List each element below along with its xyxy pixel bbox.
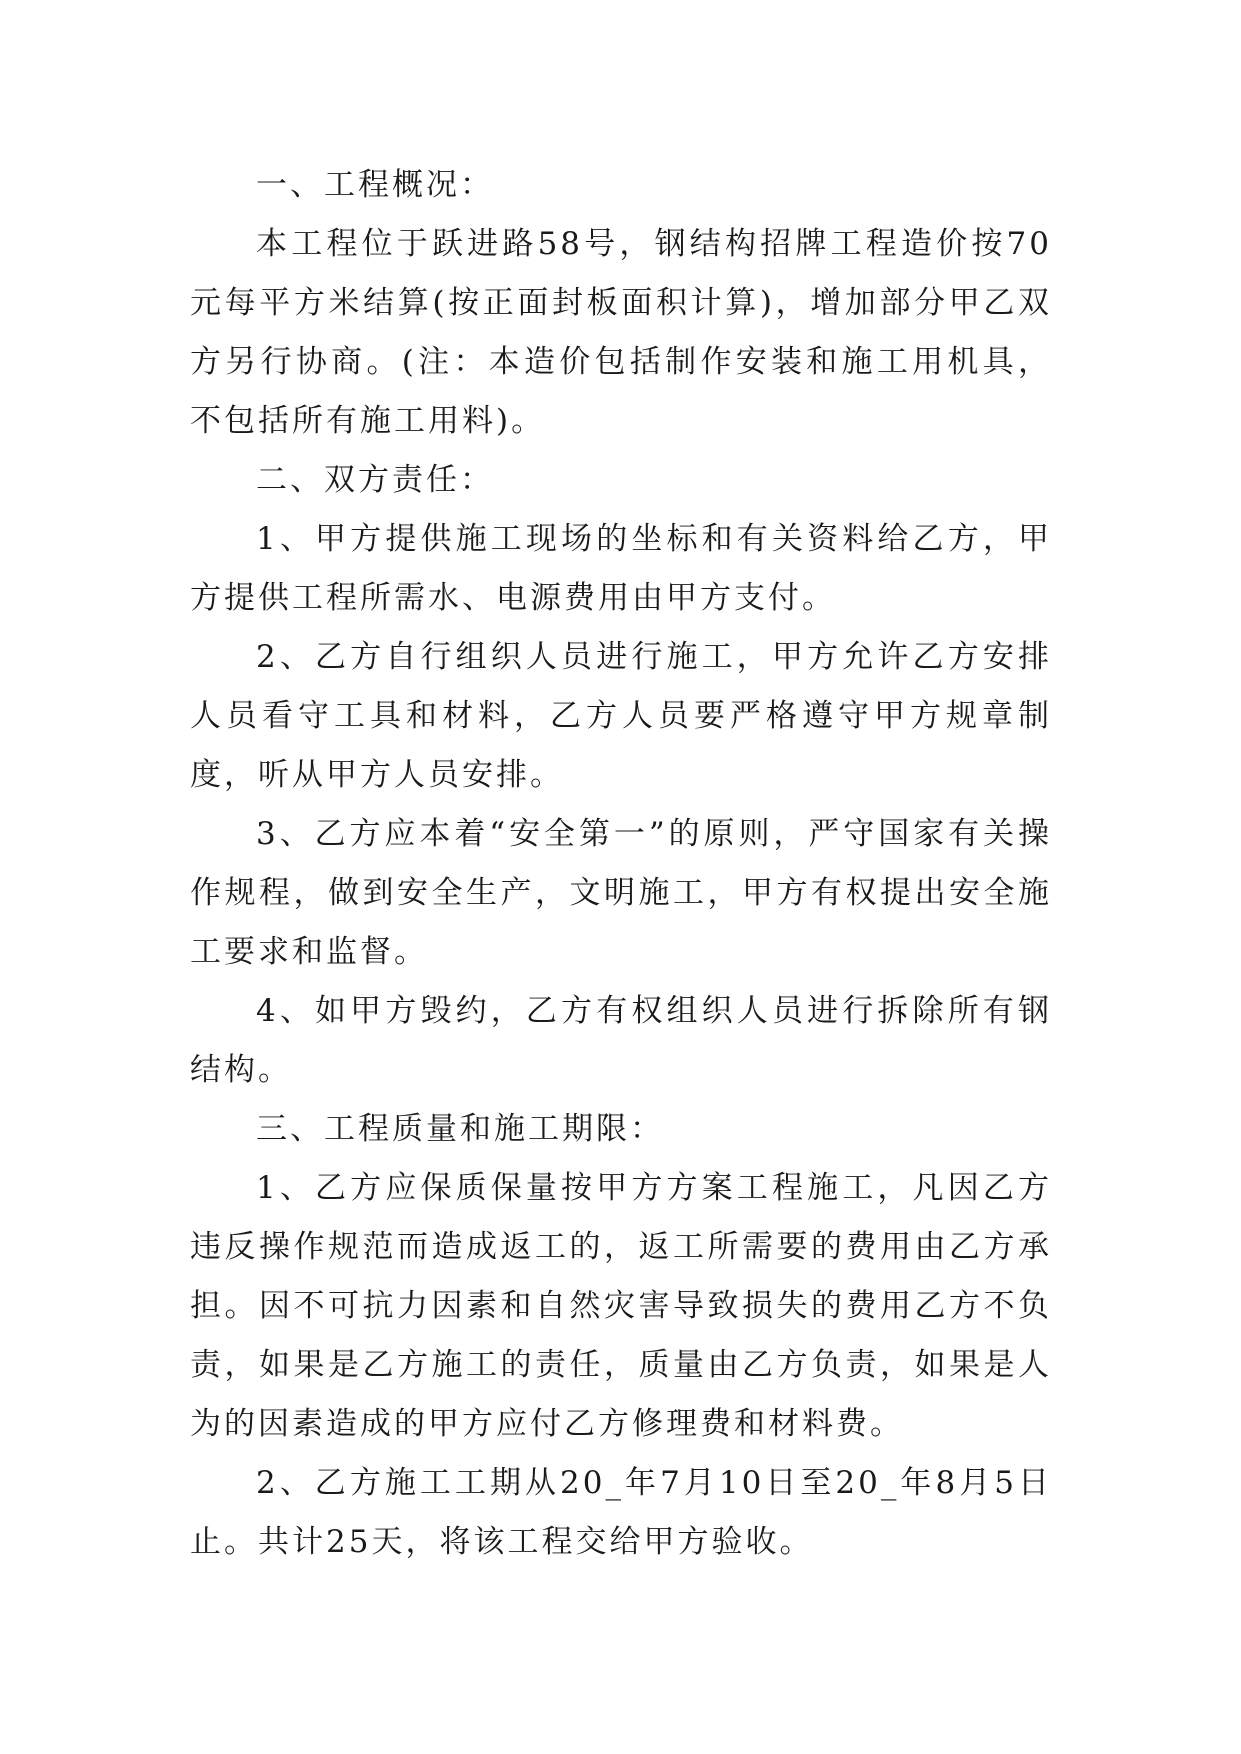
section-heading-overview: 一、工程概况： bbox=[256, 167, 494, 203]
paragraph-quality-2: 2、乙方施工工期从20_年7月10日至20_年8月5日止。共计25天，将该工程交给甲方验收。 bbox=[190, 1465, 1052, 1560]
paragraph-responsibility-1: 1、甲方提供施工现场的坐标和有关资料给乙方，甲方提供工程所需水、电源费用由甲方支付。 bbox=[190, 521, 1052, 616]
section-heading-responsibilities: 二、双方责任： bbox=[256, 462, 494, 498]
section-heading-quality-schedule: 三、工程质量和施工期限： bbox=[256, 1111, 664, 1147]
paragraph-responsibility-4: 4、如甲方毁约，乙方有权组织人员进行拆除所有钢结构。 bbox=[190, 993, 1052, 1088]
paragraph-responsibility-3: 3、乙方应本着“安全第一”的原则，严守国家有关操作规程，做到安全生产，文明施工，甲方有权提出安全施工要求和监督。 bbox=[190, 816, 1052, 970]
paragraph-quality-1: 1、乙方应保质保量按甲方方案工程施工，凡因乙方违反操作规范而造成返工的，返工所需要的费用由乙方承担。因不可抗力因素和自然灾害导致损失的费用乙方不负责，如果是乙方施工的责任，质量由乙方负责，如果是人为的因素造成的甲方应付乙方修理费和材料费。 bbox=[190, 1170, 1052, 1442]
paragraph-responsibility-2: 2、乙方自行组织人员进行施工，甲方允许乙方安排人员看守工具和材料，乙方人员要严格遵守甲方规章制度，听从甲方人员安排。 bbox=[190, 639, 1052, 793]
paragraph-overview: 本工程位于跃进路58号，钢结构招牌工程造价按70元每平方米结算(按正面封板面积计算)，增加部分甲乙双方另行协商。(注：本造价包括制作安装和施工用机具，不包括所有施工用料)。 bbox=[190, 226, 1052, 439]
document-body bbox=[190, 156, 1052, 1572]
